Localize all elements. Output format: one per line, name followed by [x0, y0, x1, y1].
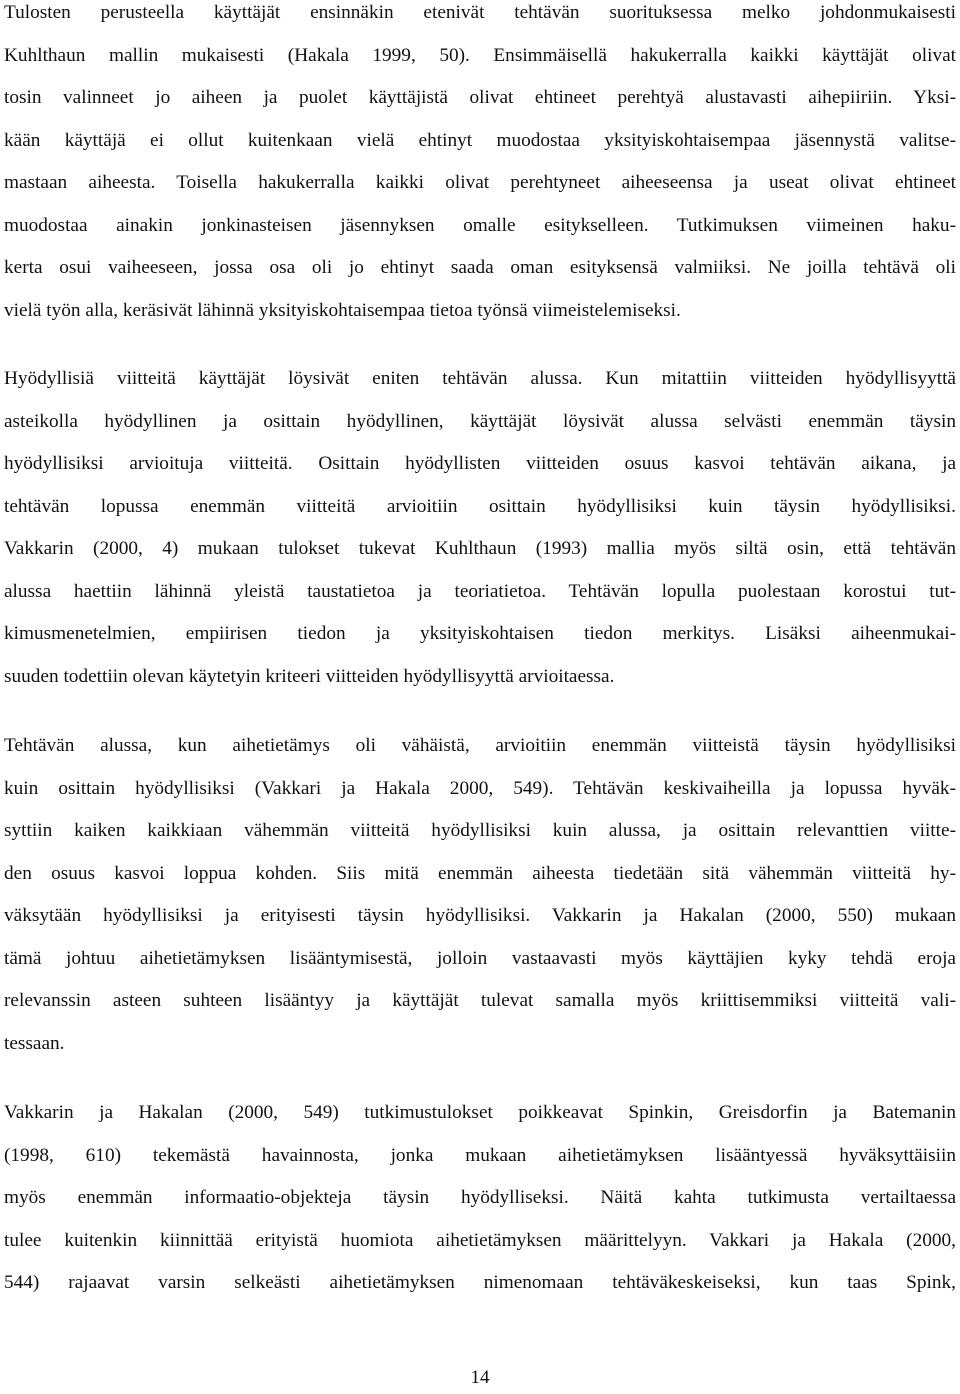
text-line: Vakkarin (2000, 4) mukaan tulokset tukevat Kuhlthaun (1993) mallia myös siltä osin, että tehtävän [4, 538, 956, 559]
text-line: Tulosten perusteella käyttäjät ensinnäkin etenivät tehtävän suorituksessa melko johdonmukaisesti [4, 2, 956, 23]
text-line: kään käyttäjä ei ollut kuitenkaan vielä ehtinyt muodostaa yksityiskohtaisempaa jäsennystä valitse- [4, 129, 956, 151]
text-line: kerta osui vaiheeseen, jossa osa oli jo ehtinyt saada oman esityksensä valmiiksi. Ne joilla tehtävä oli [4, 257, 956, 278]
text-line: hyödyllisiksi arvioituja viitteitä. Osittain hyödyllisten viitteiden osuus kasvoi tehtävän aikana, ja [4, 453, 956, 474]
text-line: Vakkarin ja Hakalan (2000, 549) tutkimustulokset poikkeavat Spinkin, Greisdorfin ja Batemanin [4, 1102, 956, 1123]
text-line: vielä työn alla, keräsivät lähinnä yksityiskohtaisempaa tietoa työnsä viimeistelemiseksi. [4, 299, 681, 321]
text-line: tulee kuitenkin kiinnittää erityistä huomiota aihetietämyksen määrittelyyn. Vakkari ja Hakala (2000, [4, 1229, 956, 1251]
text-line: kuin osittain hyödyllisiksi (Vakkari ja Hakala 2000, 549). Tehtävän keskivaiheilla ja lopussa hyväk- [4, 777, 956, 799]
paragraph-1 [4, 0, 956, 332]
text-line: mastaan aiheesta. Toisella hakukerralla kaikki olivat perehtyneet aiheeseensa ja useat olivat ehtineet [4, 172, 956, 193]
text-line: tämä johtuu aihetietämyksen lisääntymisestä, jolloin vastaavasti myös käyttäjien kyky tehdä eroja [4, 947, 956, 969]
paragraph-2 [4, 358, 956, 698]
text-line: den osuus kasvoi loppua kohden. Siis mitä enemmän aiheesta tiedetään sitä vähemmän viitteitä hy- [4, 862, 956, 884]
text-line: myös enemmän informaatio-objekteja täysin hyödylliseksi. Näitä kahta tutkimusta vertailtaessa [4, 1187, 956, 1208]
text-line: kimusmenetelmien, empiirisen tiedon ja yksityiskohtaisen tiedon merkitys. Lisäksi aiheenmukai- [4, 623, 956, 644]
text-line: Kuhlthaun mallin mukaisesti (Hakala 1999, 50). Ensimmäisellä hakukerralla kaikki käyttäjät olivat [4, 44, 956, 66]
text-line: tessaan. [4, 1032, 65, 1054]
text-line: alussa haettiin lähinnä yleistä taustatietoa ja teoriatietoa. Tehtävän lopulla puolestaan korostui tut- [4, 580, 956, 602]
page-number: 14 [470, 1367, 490, 1388]
text-line: syttiin kaiken kaikkiaan vähemmän viitteitä hyödyllisiksi kuin alussa, ja osittain relevanttien viitte- [4, 820, 956, 841]
text-line: väksytään hyödyllisiksi ja erityisesti täysin hyödyllisiksi. Vakkarin ja Hakalan (2000, 550) mukaan [4, 905, 956, 926]
text-line: suuden todettiin olevan käytetyin kriteeri viitteiden hyödyllisyyttä arvioitaessa. [4, 665, 615, 687]
text-line: asteikolla hyödyllinen ja osittain hyödyllinen, käyttäjät löysivät alussa selvästi enemmän täysin [4, 410, 956, 432]
text-line: muodostaa ainakin jonkinasteisen jäsennyksen omalle esitykselleen. Tutkimuksen viimeinen haku- [4, 214, 956, 236]
text-line: (1998, 610) tekemästä havainnosta, jonka mukaan aihetietämyksen lisääntyessä hyväksyttäisiin [4, 1144, 956, 1166]
text-line: tehtävän lopussa enemmän viitteitä arvioitiin osittain hyödyllisiksi kuin täysin hyödyllisiksi. [4, 495, 956, 517]
paragraph-4 [4, 1092, 956, 1305]
text-line: tosin valinneet jo aiheen ja puolet käyttäjistä olivat ehtineet perehtyä alustavasti aihepiiriin. Yksi- [4, 87, 956, 108]
text-line: Hyödyllisiä viitteitä käyttäjät löysivät eniten tehtävän alussa. Kun mitattiin viitteiden hyödyllisyyttä [4, 368, 956, 389]
text-line: Tehtävän alussa, kun aihetietämys oli vähäistä, arvioitiin enemmän viitteistä täysin hyödyllisiksi [4, 735, 956, 756]
paragraph-3 [4, 725, 956, 1065]
text-line: 544) rajaavat varsin selkeästi aihetietämyksen nimenomaan tehtäväkeskeiseksi, kun taas Spink, [4, 1272, 956, 1293]
text-line: relevanssin asteen suhteen lisääntyy ja käyttäjät tulevat samalla myös kriittisemmiksi viitteitä vali- [4, 990, 956, 1011]
